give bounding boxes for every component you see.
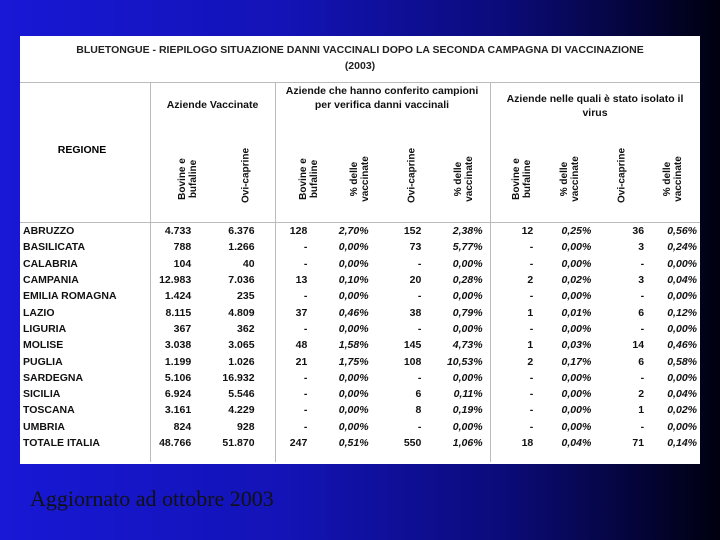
value-cell: 367 xyxy=(173,322,192,335)
value-cell: 0,00% xyxy=(561,257,592,270)
value-cell: 0,00% xyxy=(338,404,369,417)
group-header-virus: Aziende nelle quali è stato isolato il virus xyxy=(506,93,684,119)
value-cell: 10,53% xyxy=(446,355,483,368)
value-cell: 0,00% xyxy=(338,322,369,335)
group-header-campioni: Aziende che hanno conferito campioni per verifica danni vaccinali xyxy=(285,85,479,111)
value-cell: - xyxy=(529,290,534,303)
value-cell: 0,28% xyxy=(452,274,483,287)
value-cell: 16.932 xyxy=(222,371,255,384)
value-cell: 0,00% xyxy=(338,241,369,254)
value-cell: - xyxy=(303,322,308,335)
value-cell: 0,00% xyxy=(452,322,483,335)
value-cell: 1.424 xyxy=(164,290,192,303)
value-cell: - xyxy=(640,290,645,303)
value-cell: 73 xyxy=(409,241,422,254)
value-cell: 0,00% xyxy=(667,322,697,335)
value-cell: 6 xyxy=(415,388,422,401)
value-cell: - xyxy=(529,404,534,417)
value-cell: 20 xyxy=(409,274,422,287)
table-row xyxy=(20,223,700,239)
value-cell: 0,00% xyxy=(561,420,592,433)
value-cell: 0,00% xyxy=(338,371,369,384)
value-cell: 12.983 xyxy=(159,274,192,287)
value-cell: - xyxy=(529,420,534,433)
value-cell: - xyxy=(303,388,308,401)
value-cell: 8.115 xyxy=(165,306,192,319)
value-cell: 128 xyxy=(289,225,308,238)
column-header-camp-perc-ovi: % delle vaccinate xyxy=(453,156,475,202)
value-cell: 0,24% xyxy=(667,241,697,254)
value-cell: 0,04% xyxy=(561,437,592,449)
value-cell: 0,00% xyxy=(667,257,697,270)
value-cell: 0,02% xyxy=(667,404,697,417)
column-header-camp-bovine: Bovine e bufaline xyxy=(298,158,320,200)
value-cell: 0,00% xyxy=(561,371,592,384)
value-cell: 0,11% xyxy=(453,388,483,401)
value-cell: 1 xyxy=(527,339,534,352)
value-cell: 4.229 xyxy=(228,404,255,417)
value-cell: 1.026 xyxy=(228,355,255,368)
value-cell: - xyxy=(529,241,534,254)
value-cell: - xyxy=(303,290,308,303)
value-cell: 1,75% xyxy=(338,355,369,368)
title-line-1: BLUETONGUE - RIEPILOGO SITUAZIONE DANNI VACCINALI DOPO LA SECONDA CAMPAGNA DI VACCINAZIONE xyxy=(76,44,644,56)
value-cell: - xyxy=(303,241,308,254)
value-cell: 40 xyxy=(242,257,255,270)
value-cell: 0,19% xyxy=(452,404,483,417)
table-row xyxy=(20,386,700,402)
value-cell: 6 xyxy=(638,306,645,319)
value-cell: 1.199 xyxy=(164,355,192,368)
group-header-vaccinate: Aziende Vaccinate xyxy=(166,99,259,111)
table-row xyxy=(20,288,700,304)
value-cell: 108 xyxy=(403,355,422,368)
title-line-2: (2003) xyxy=(344,60,376,72)
value-cell: 0,12% xyxy=(667,306,697,319)
value-cell: 51.870 xyxy=(222,437,255,449)
column-header-camp-ovi: Ovi-caprine xyxy=(406,147,418,204)
grid-line xyxy=(20,82,700,83)
value-cell: 14 xyxy=(632,339,645,352)
value-cell: - xyxy=(303,420,308,433)
value-cell: 0,58% xyxy=(667,355,697,368)
value-cell: - xyxy=(529,371,534,384)
value-cell: 5.546 xyxy=(228,388,255,401)
value-cell: 1.266 xyxy=(228,241,255,254)
value-cell: - xyxy=(303,257,308,270)
value-cell: 0,00% xyxy=(561,290,592,303)
value-cell: 1 xyxy=(638,404,645,417)
slide-card xyxy=(20,36,700,464)
value-cell: 145 xyxy=(403,339,422,352)
table-row xyxy=(20,337,700,353)
value-cell: 21 xyxy=(295,355,308,368)
value-cell: 0,10% xyxy=(338,274,369,287)
table-row xyxy=(20,419,700,435)
region-cell: UMBRIA xyxy=(23,420,65,433)
value-cell: 6.924 xyxy=(164,388,192,401)
value-cell: 4,73% xyxy=(452,339,483,352)
value-cell: 6.376 xyxy=(228,225,255,238)
value-cell: - xyxy=(640,257,645,270)
region-cell: LAZIO xyxy=(23,306,55,319)
table-row xyxy=(20,272,700,288)
region-cell: CAMPANIA xyxy=(23,274,79,287)
value-cell: - xyxy=(417,322,422,335)
region-cell: BASILICATA xyxy=(23,241,86,254)
data-table xyxy=(20,223,700,451)
table-row xyxy=(20,353,700,369)
value-cell: 0,04% xyxy=(667,274,697,287)
value-cell: 0,00% xyxy=(338,420,369,433)
value-cell: 0,25% xyxy=(561,225,592,238)
value-cell: 0,46% xyxy=(338,306,369,319)
value-cell: 5.106 xyxy=(164,371,192,384)
value-cell: 0,14% xyxy=(667,437,697,449)
value-cell: 1,58% xyxy=(338,339,369,352)
value-cell: 0,00% xyxy=(452,371,483,384)
region-cell: EMILIA ROMAGNA xyxy=(23,290,117,303)
region-cell: CALABRIA xyxy=(23,257,78,270)
region-cell: SICILIA xyxy=(23,388,61,401)
column-header-camp-perc-bovine: % delle vaccinate xyxy=(349,156,371,202)
footer-note: Aggiornato ad ottobre 2003 xyxy=(30,486,274,511)
value-cell: 0,03% xyxy=(561,339,592,352)
value-cell: 3 xyxy=(638,274,645,287)
value-cell: 0,00% xyxy=(667,420,697,433)
value-cell: 0,00% xyxy=(338,257,369,270)
value-cell: 247 xyxy=(289,437,308,449)
value-cell: 3.161 xyxy=(164,404,192,417)
region-cell: MOLISE xyxy=(23,339,64,352)
value-cell: 4.809 xyxy=(228,306,255,319)
value-cell: 0,00% xyxy=(561,388,592,401)
value-cell: 0,01% xyxy=(561,306,592,319)
value-cell: 1 xyxy=(527,306,534,319)
value-cell: 0,04% xyxy=(667,388,697,401)
table-title xyxy=(40,42,680,74)
value-cell: 0,00% xyxy=(561,241,592,254)
value-cell: 362 xyxy=(237,322,255,335)
value-cell: - xyxy=(529,322,534,335)
value-cell: 152 xyxy=(403,225,422,238)
value-cell: 0,00% xyxy=(452,420,483,433)
value-cell: 1,06% xyxy=(452,437,483,449)
value-cell: 6 xyxy=(638,355,645,368)
value-cell: 7.036 xyxy=(228,274,255,287)
value-cell: 2 xyxy=(527,274,534,287)
value-cell: - xyxy=(417,420,422,433)
value-cell: 36 xyxy=(632,225,645,238)
value-cell: - xyxy=(417,290,422,303)
value-cell: 104 xyxy=(173,257,192,270)
value-cell: 37 xyxy=(295,306,308,319)
column-header-regione: REGIONE xyxy=(57,144,107,156)
value-cell: 2,70% xyxy=(338,225,369,238)
value-cell: - xyxy=(529,388,534,401)
column-header-virus-perc-bovine: % delle vaccinate xyxy=(559,156,581,202)
value-cell: 2 xyxy=(638,388,645,401)
value-cell: 38 xyxy=(409,306,422,319)
value-cell: - xyxy=(640,371,645,384)
table-row xyxy=(20,256,700,272)
value-cell: 0,00% xyxy=(338,388,369,401)
value-cell: 2 xyxy=(527,355,534,368)
value-cell: 18 xyxy=(521,437,534,449)
value-cell: 0,17% xyxy=(561,355,592,368)
table-row xyxy=(20,304,700,320)
value-cell: - xyxy=(640,420,645,433)
table-row xyxy=(20,402,700,418)
value-cell: 12 xyxy=(521,225,534,238)
value-cell: 8 xyxy=(415,404,422,417)
value-cell: 48 xyxy=(295,339,308,352)
value-cell: 0,00% xyxy=(667,371,697,384)
value-cell: - xyxy=(303,404,308,417)
value-cell: 0,46% xyxy=(667,339,697,352)
region-cell: LIGURIA xyxy=(23,322,67,335)
column-header-vacc-ovi: Ovi-caprine xyxy=(240,147,252,204)
table-row xyxy=(20,321,700,337)
value-cell: 2,38% xyxy=(452,225,483,238)
value-cell: 0,51% xyxy=(338,437,369,449)
value-cell: 928 xyxy=(237,420,255,433)
value-cell: 0,56% xyxy=(667,225,697,238)
region-cell: PUGLIA xyxy=(23,355,63,368)
value-cell: 0,00% xyxy=(452,257,483,270)
value-cell: 13 xyxy=(295,274,308,287)
value-cell: 235 xyxy=(237,290,255,303)
value-cell: 788 xyxy=(173,241,192,254)
value-cell: 48.766 xyxy=(159,437,192,449)
region-cell: TOTALE ITALIA xyxy=(23,437,100,449)
value-cell: 3.038 xyxy=(164,339,192,352)
table-row xyxy=(20,370,700,386)
column-header-virus-ovi: Ovi-caprine xyxy=(616,147,628,204)
value-cell: 824 xyxy=(173,420,192,433)
value-cell: - xyxy=(303,371,308,384)
value-cell: - xyxy=(417,371,422,384)
value-cell: 3 xyxy=(638,241,645,254)
region-cell: SARDEGNA xyxy=(23,371,84,384)
column-header-vacc-bovine: Bovine e bufaline xyxy=(177,158,199,200)
column-header-virus-bovine: Bovine e bufaline xyxy=(511,158,533,200)
value-cell: 0,79% xyxy=(452,306,483,319)
value-cell: 0,00% xyxy=(667,290,697,303)
value-cell: 5,77% xyxy=(452,241,483,254)
value-cell: - xyxy=(417,257,422,270)
value-cell: 0,00% xyxy=(452,290,483,303)
value-cell: 0,00% xyxy=(338,290,369,303)
region-cell: TOSCANA xyxy=(23,404,75,417)
column-header-virus-perc-ovi: % delle vaccinate xyxy=(662,156,684,202)
value-cell: 0,02% xyxy=(561,274,592,287)
region-cell: ABRUZZO xyxy=(23,225,75,238)
value-cell: 3.065 xyxy=(228,339,255,352)
value-cell: - xyxy=(529,257,534,270)
value-cell: 4.733 xyxy=(164,225,192,238)
value-cell: 0,00% xyxy=(561,322,592,335)
value-cell: 550 xyxy=(403,437,422,449)
value-cell: 71 xyxy=(632,437,645,449)
table-row xyxy=(20,435,700,451)
table-row xyxy=(20,239,700,255)
value-cell: 0,00% xyxy=(561,404,592,417)
value-cell: - xyxy=(640,322,645,335)
